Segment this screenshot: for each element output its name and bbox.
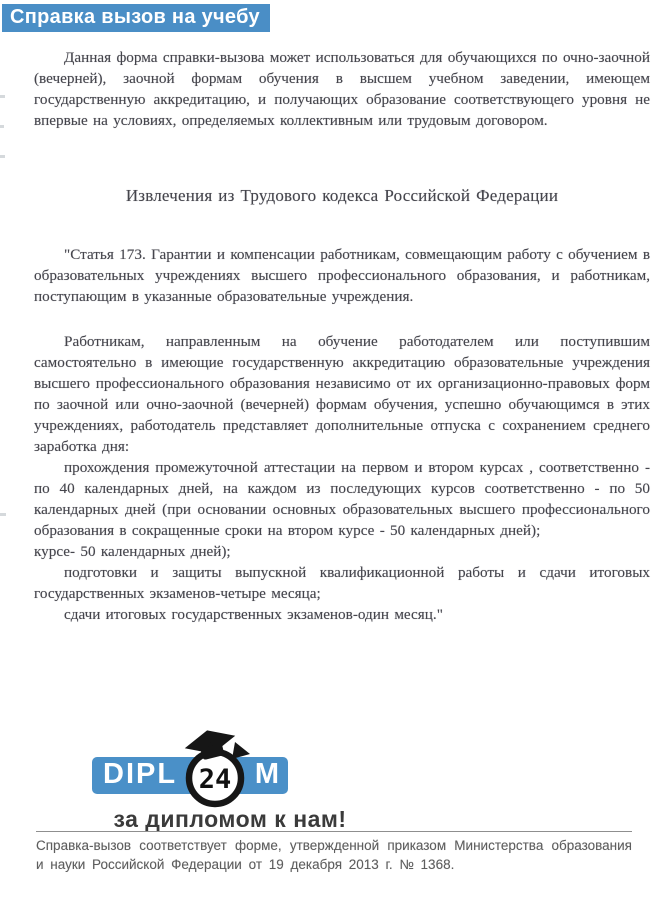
page-title: Справка вызов на учебу — [2, 4, 270, 32]
leave-item-thesis: подготовки и защиты выпускной квалификационной работы и сдачи итоговых государственных экзаменов-четыре месяца; — [34, 564, 650, 602]
document-body — [34, 47, 650, 625]
logo-brand-text-right: M — [254, 758, 281, 790]
arrow-icon — [232, 742, 250, 759]
scan-artifact — [0, 155, 5, 158]
scan-artifact — [0, 95, 5, 98]
logo-tagline: за дипломом к нам! — [113, 806, 347, 832]
scan-artifact — [0, 125, 4, 128]
scan-artifact — [0, 513, 6, 516]
paragraph-benefits: Работникам, направленным на обучение работодателем или поступившим самостоятельно в имеющие государственную аккредитацию образовательные учреждения высшего профессионального образования независимо от их организационно-правовых форм по заочной или очно-заочной (вечерней) формам обучения, успешно обучающимся в этих учреждениях, работодатель представляет дополнительные отпуска с сохранением среднего заработка дня: — [34, 333, 650, 455]
paragraph-intro: Данная форма справки-вызова может использоваться для обучающихся по очно-заочной (вечерней), заочной формам обучения в высшем учебном заведении, имеющем государственную аккредитацию, и получающих образование соответствующего уровня не впервые на условиях, определяемых коллективным или трудовым договором. — [34, 49, 650, 129]
footer-note: Справка-вызов соответствует форме, утвержденной приказом Министерства образования и науки Российской Федерации от 19 декабря 2013 г. № 1368. — [36, 831, 632, 874]
paragraph-article-173: "Статья 173. Гарантии и компенсации работникам, совмещающим работу с обучением в образовательных учреждениях высшего профессионального образования, и работникам, поступающим в указанные образовательные учреждения. — [34, 246, 650, 305]
leave-item-state-exams: сдачи итоговых государственных экзаменов-один месяц." — [64, 606, 443, 623]
clock-number: 24 — [198, 764, 232, 795]
section-heading: Извлечения из Трудового кодекса Российской Федерации — [125, 186, 559, 205]
leave-item-course-fragment: курсе- 50 календарных дней); — [34, 543, 231, 560]
logo-brand-text-left: DIPL — [103, 758, 178, 790]
leave-item-attestation: прохождения промежуточной аттестации на первом и втором курсах , соответственно - по 40 календарных дней, на каждом из последующих курсов соответственно - по 50 календарных дней (при основании основных образовательных высшего профессионального образования в сокращенные сроки на втором курсе - 50 календарных дней); — [34, 459, 650, 539]
clock-24-icon — [180, 726, 250, 810]
diplom24-logo — [92, 726, 392, 836]
